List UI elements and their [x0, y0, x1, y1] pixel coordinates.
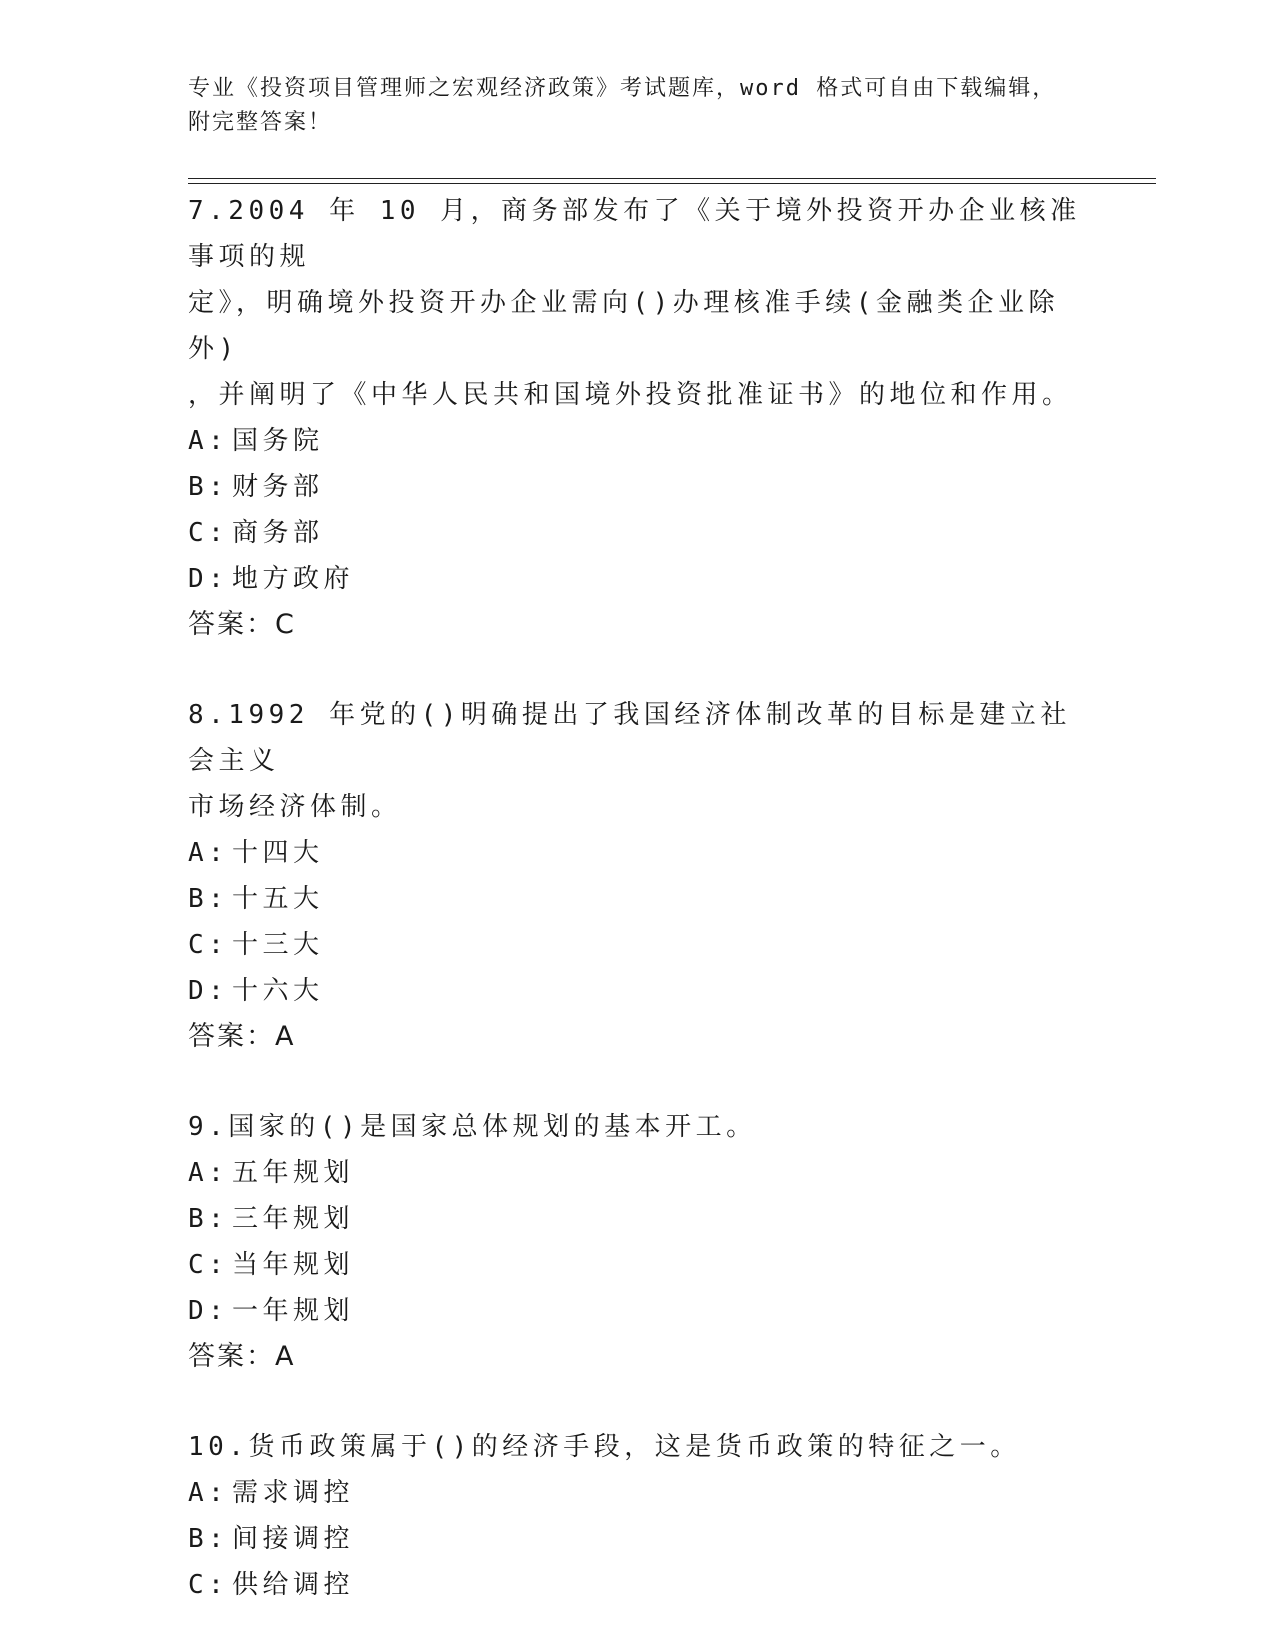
option-text: 十三大 — [232, 930, 324, 960]
option-letter: C: — [188, 930, 229, 960]
option-text: 一年规划 — [232, 1296, 355, 1326]
header-line-1: 专业《投资项目管理师之宏观经济政策》考试题库，word 格式可自由下载编辑， — [188, 76, 1057, 101]
option-text: 商务部 — [232, 518, 324, 548]
question-7 — [188, 188, 1088, 648]
option-a — [188, 830, 1088, 876]
stem-line: 8.1992 年党的()明确提出了我国经济体制改革的目标是建立社会主义 — [188, 700, 1071, 776]
option-text: 五年规划 — [232, 1158, 355, 1188]
option-b — [188, 1196, 1088, 1242]
option-text: 供给调控 — [232, 1570, 355, 1600]
stem-line: 10.货币政策属于()的经济手段，这是货币政策的特征之一。 — [188, 1432, 1021, 1462]
stem-line: ，并阐明了《中华人民共和国境外投资批准证书》的地位和作用。 — [188, 380, 1073, 410]
question-9 — [188, 1104, 1088, 1380]
answer-line: 答案：C — [188, 609, 296, 640]
option-letter: B: — [188, 1524, 229, 1554]
option-text: 财务部 — [232, 472, 324, 502]
option-text: 十五大 — [232, 884, 324, 914]
option-text: 间接调控 — [232, 1524, 355, 1554]
option-c — [188, 510, 1088, 556]
header-divider-bottom — [188, 183, 1156, 184]
stem-line: 7.2004 年 10 月，商务部发布了《关于境外投资开办企业核准事项的规 — [188, 196, 1081, 272]
option-a — [188, 1150, 1088, 1196]
header-line-2: 附完整答案！ — [188, 110, 333, 135]
question-stem — [188, 1104, 1088, 1150]
option-text: 三年规划 — [232, 1204, 355, 1234]
option-letter: D: — [188, 564, 229, 594]
option-b — [188, 464, 1088, 510]
option-a — [188, 418, 1088, 464]
document-header — [188, 72, 1068, 140]
option-letter: B: — [188, 472, 229, 502]
option-letter: A: — [188, 838, 229, 868]
option-letter: B: — [188, 1204, 229, 1234]
answer-line: 答案：A — [188, 1341, 296, 1372]
option-d — [188, 556, 1088, 602]
option-text: 地方政府 — [232, 564, 355, 594]
option-a — [188, 1470, 1088, 1516]
option-letter: A: — [188, 1478, 229, 1508]
question-stem — [188, 1424, 1088, 1470]
option-text: 需求调控 — [232, 1478, 355, 1508]
option-b — [188, 1516, 1088, 1562]
answer-line: 答案：A — [188, 1021, 296, 1052]
option-d — [188, 968, 1088, 1014]
option-letter: C: — [188, 518, 229, 548]
option-letter: B: — [188, 884, 229, 914]
option-letter: C: — [188, 1250, 229, 1280]
option-d — [188, 1288, 1088, 1334]
question-stem — [188, 188, 1088, 418]
stem-line: 定》，明确境外投资开办企业需向()办理核准手续(金融类企业除外) — [188, 288, 1059, 364]
option-text: 十六大 — [232, 976, 324, 1006]
option-letter: D: — [188, 976, 229, 1006]
option-letter: A: — [188, 426, 229, 456]
question-list — [188, 188, 1088, 1652]
option-c — [188, 1562, 1088, 1608]
option-c — [188, 1242, 1088, 1288]
option-text: 国务院 — [232, 426, 324, 456]
option-letter: C: — [188, 1570, 229, 1600]
question-stem — [188, 692, 1088, 830]
stem-line: 9.国家的()是国家总体规划的基本开工。 — [188, 1112, 757, 1142]
option-letter: A: — [188, 1158, 229, 1188]
stem-line: 市场经济体制。 — [188, 792, 402, 822]
option-c — [188, 922, 1088, 968]
question-10 — [188, 1424, 1088, 1608]
question-8 — [188, 692, 1088, 1060]
header-divider-top — [188, 178, 1156, 179]
option-letter: D: — [188, 1296, 229, 1326]
option-text: 当年规划 — [232, 1250, 355, 1280]
option-text: 十四大 — [232, 838, 324, 868]
option-b — [188, 876, 1088, 922]
